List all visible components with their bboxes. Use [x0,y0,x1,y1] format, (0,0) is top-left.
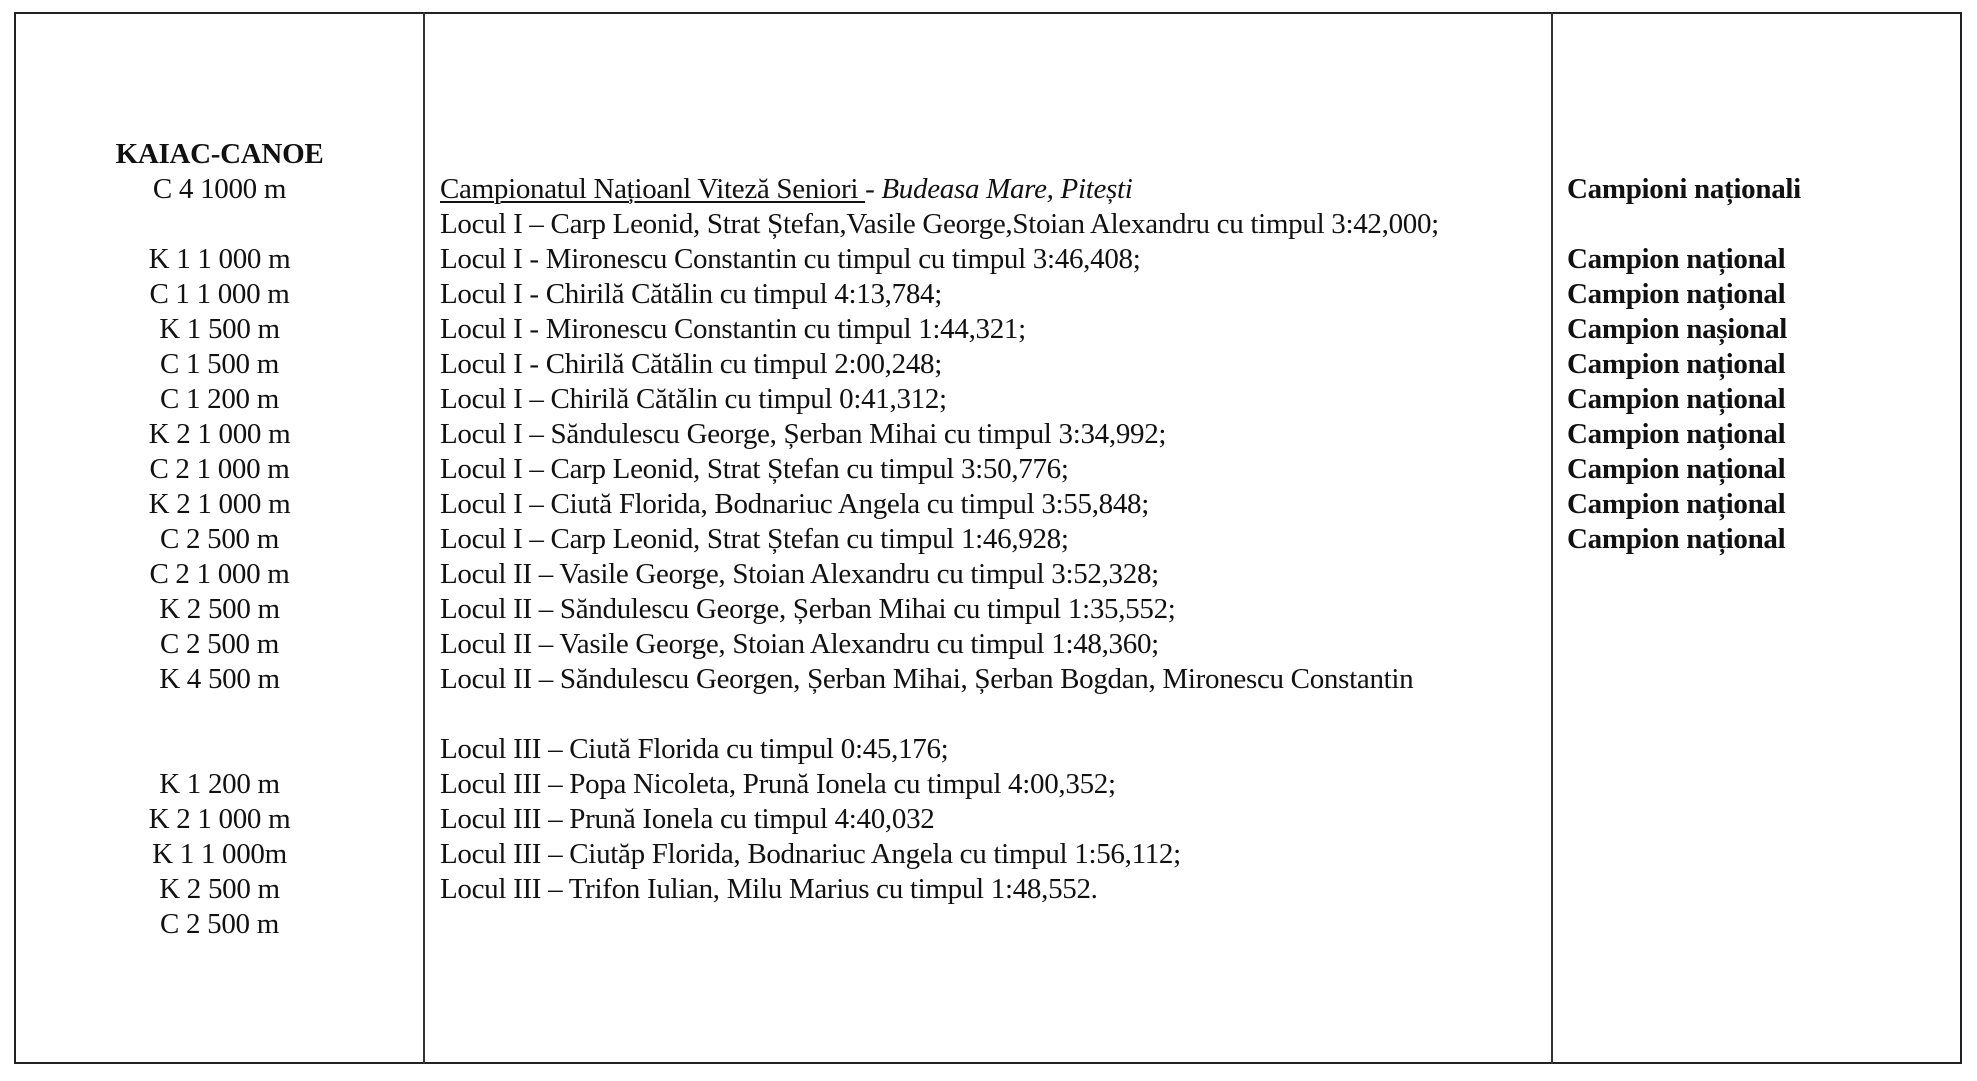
event-label: K 2 1 000 m [148,803,291,835]
competition-separator: - [865,173,882,205]
column-divider-2 [1551,12,1553,1064]
event-label: K 4 500 m [159,663,280,695]
event-label: C 2 500 m [160,908,279,940]
event-label: C 2 1 000 m [149,453,290,485]
event-label: C 2 500 m [160,523,279,555]
event-label: C 4 1000 m [152,173,287,205]
title-badge: Campion național [1567,488,1786,520]
result-row: Locul I - Mironescu Constantin cu timpul 1:44,321; [440,313,1026,345]
result-row: Locul II – Săndulescu George, Șerban Mihai cu timpul 1:35,552; [440,593,1176,625]
competition-header [440,172,1540,207]
title-badge: Campion național [1567,523,1786,555]
result-row: Locul I – Carp Leonid, Strat Ștefan,Vasile George,Stoian Alexandru cu timpul 3:42,000; [440,208,1439,240]
titles-heading: Campioni naționali [1567,173,1801,205]
competition-location: Budeasa Mare, Pitești [881,173,1133,205]
result-row: Locul I – Săndulescu George, Șerban Mihai cu timpul 3:34,992; [440,418,1167,450]
result-row: Locul I - Chirilă Cătălin cu timpul 2:00,248; [440,348,942,380]
event-label: K 2 500 m [159,873,280,905]
event-label: K 2 500 m [159,593,280,625]
results-column [440,0,1540,1081]
title-badge: Campion național [1567,278,1786,310]
result-row: Locul II – Vasile George, Stoian Alexandru cu timpul 1:48,360; [440,628,1159,660]
result-row: Locul III – Popa Nicoleta, Prună Ionela cu timpul 4:00,352; [440,768,1116,800]
event-label: K 1 1 000m [152,838,287,870]
result-row: Locul III – Trifon Iulian, Milu Marius cu timpul 1:48,552. [440,873,1098,905]
titles-column [1567,0,1947,1081]
result-row: Locul I – Ciută Florida, Bodnariuc Angela cu timpul 3:55,848; [440,488,1150,520]
event-label: K 1 1 000 m [148,243,291,275]
result-row: Locul I – Carp Leonid, Strat Ștefan cu timpul 3:50,776; [440,453,1069,485]
event-label: K 2 1 000 m [148,418,291,450]
competition-title: Campionatul Națioanl Viteză Seniori [440,173,866,205]
section-heading: KAIAC-CANOE [115,138,324,170]
event-label: K 2 1 000 m [148,488,291,520]
event-label: C 1 500 m [160,348,279,380]
event-label: K 1 500 m [159,313,280,345]
result-row: Locul II – Vasile George, Stoian Alexandru cu timpul 3:52,328; [440,558,1159,590]
event-label: C 1 200 m [160,383,279,415]
result-row: Locul III – Prună Ionela cu timpul 4:40,032 [440,803,935,835]
title-badge: Campion național [1567,383,1786,415]
title-badge: Campion național [1567,418,1786,450]
title-badge: Campion nașional [1567,313,1788,345]
result-row: Locul I – Chirilă Cătălin cu timpul 0:41,312; [440,383,947,415]
event-label: C 2 1 000 m [149,558,290,590]
result-row: Locul I – Carp Leonid, Strat Ștefan cu timpul 1:46,928; [440,523,1069,555]
result-row: Locul I - Chirilă Cătălin cu timpul 4:13,784; [440,278,942,310]
result-row: Locul III – Ciută Florida cu timpul 0:45,176; [440,733,949,765]
result-row: Locul III – Ciutăp Florida, Bodnariuc Angela cu timpul 1:56,112; [440,838,1181,870]
result-row: Locul II – Săndulescu Georgen, Șerban Mihai, Șerban Bogdan, Mironescu Constantin [440,663,1414,695]
title-badge: Campion național [1567,243,1786,275]
title-badge: Campion național [1567,348,1786,380]
result-row: Locul I - Mironescu Constantin cu timpul cu timpul 3:46,408; [440,243,1141,275]
event-label: C 1 1 000 m [149,278,290,310]
column-divider-1 [423,12,425,1064]
title-badge: Campion național [1567,453,1786,485]
event-label: K 1 200 m [159,768,280,800]
event-label: C 2 500 m [160,628,279,660]
events-column [16,0,423,1081]
